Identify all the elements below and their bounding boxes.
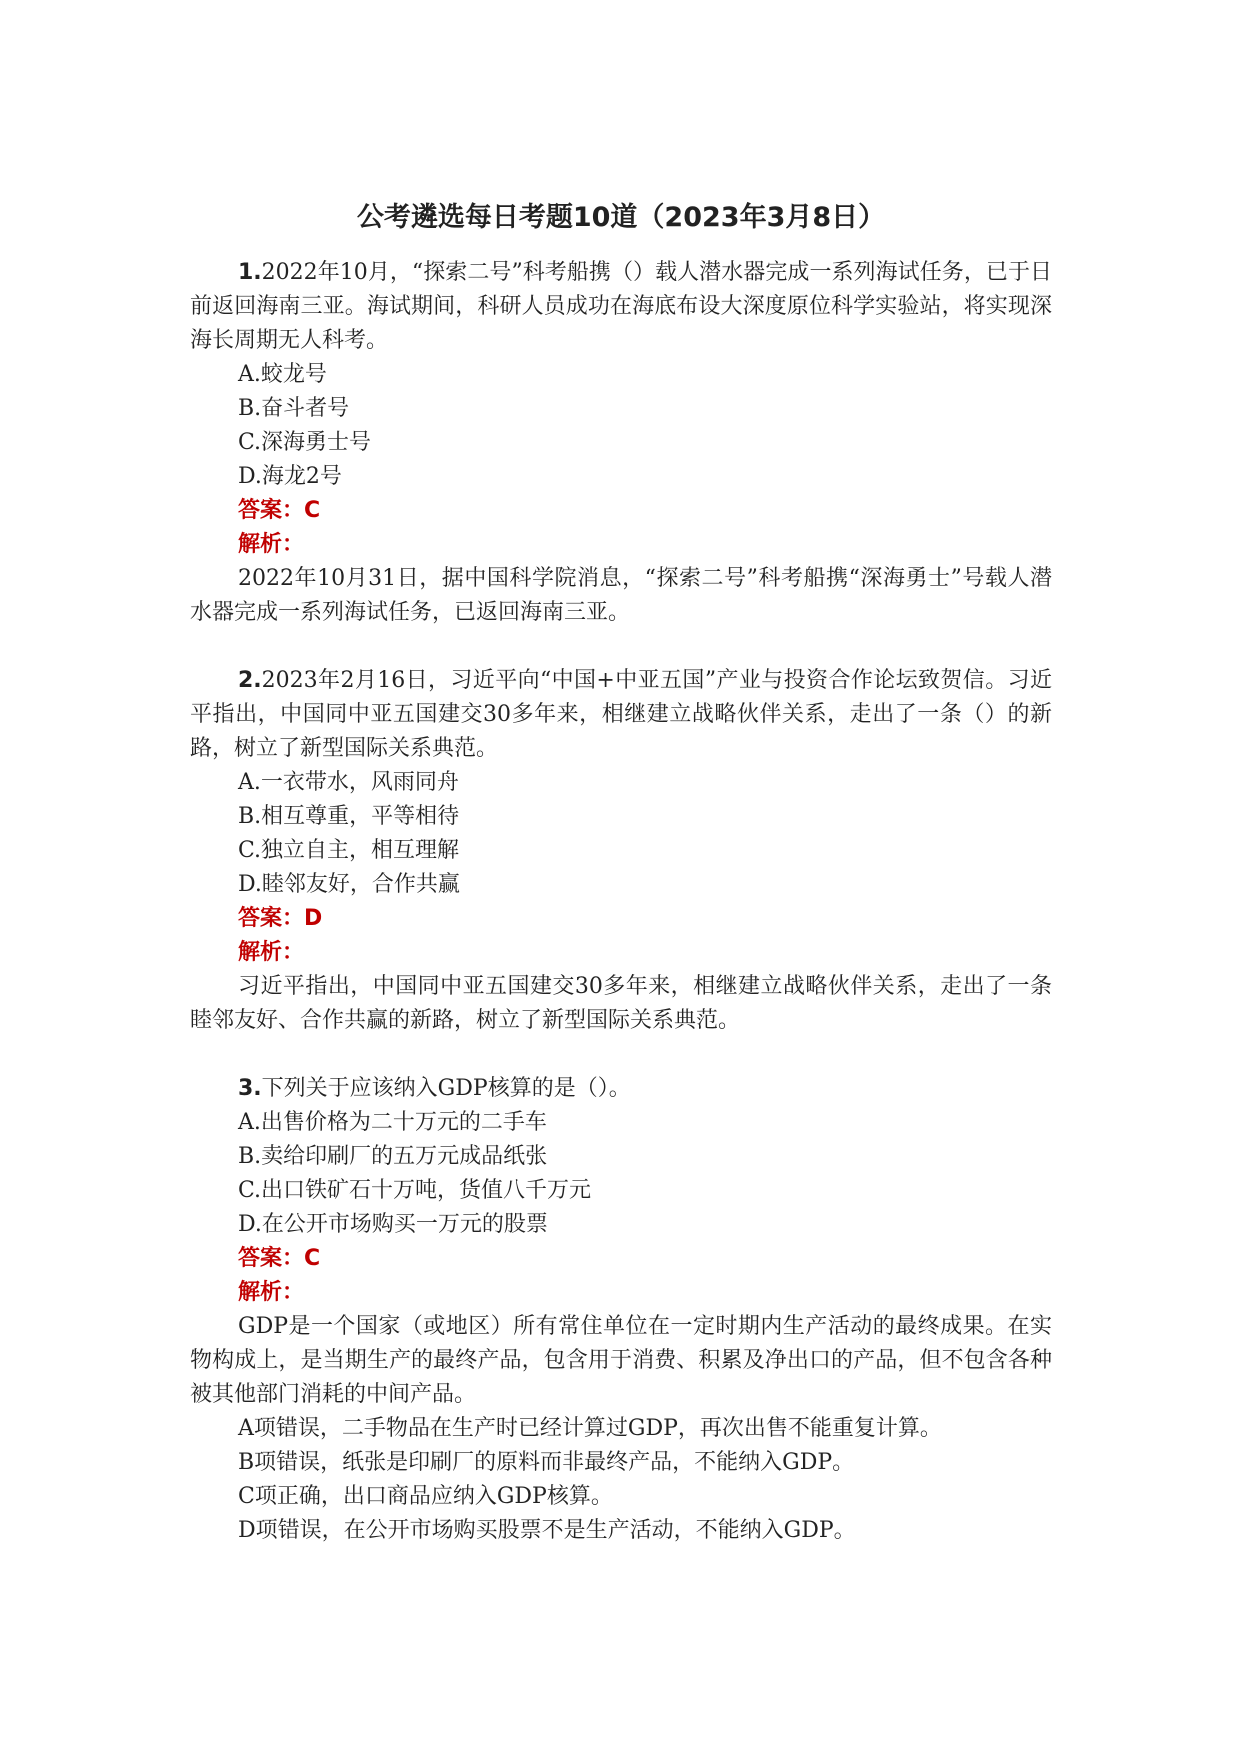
question-number: 3. [238,1076,262,1101]
question-text: 下列关于应该纳入GDP核算的是（）。 [261,1076,631,1101]
question-text: 2023年2月16日，习近平向“中国+中亚五国”产业与投资合作论坛致贺信。习近平指出，中国同中亚五国建交30多年来，相继建立战略伙伴关系，走出了一条（）的新路，树立了新型国际关系典范。 [190,668,1052,761]
analysis-paragraph: C项正确，出口商品应纳入GDP核算。 [238,1484,613,1509]
answer-label: 答案： [238,906,305,931]
option-b: B.卖给印刷厂的五万元成品纸张 [238,1144,548,1169]
question-text: 2022年10月，“探索二号”科考船携（）载人潜水器完成一系列海试任务，已于日前返回海南三亚。海试期间，科研人员成功在海底布设大深度原位科学实验站，将实现深海长周期无人科考。 [190,260,1052,353]
question-stem [190,1072,1052,1106]
option-a: A.一衣带水，风雨同舟 [238,770,459,795]
answer-label: 答案： [238,498,305,523]
document-title: 公考遴选每日考题10道（2023年3月8日） [356,202,886,233]
analysis-label: 解析： [238,940,305,965]
question-stem [190,256,1052,358]
analysis-paragraph: D项错误，在公开市场购买股票不是生产活动，不能纳入GDP。 [238,1518,856,1543]
answer-label: 答案： [238,1246,305,1271]
option-c: C.出口铁矿石十万吨，货值八千万元 [238,1178,592,1203]
answer-line [190,1242,1052,1276]
question-number: 1. [238,260,262,285]
question-2 [190,664,1052,1038]
option-c: C.深海勇士号 [238,430,372,455]
analysis-label: 解析： [238,532,305,557]
option-d: D.睦邻友好，合作共赢 [238,872,460,897]
analysis-paragraph: 习近平指出，中国同中亚五国建交30多年来，相继建立战略伙伴关系，走出了一条睦邻友好、合作共赢的新路，树立了新型国际关系典范。 [190,974,1052,1033]
document-page [190,200,1052,1582]
option-d: D.在公开市场购买一万元的股票 [238,1212,548,1237]
answer-line [190,902,1052,936]
question-number: 2. [238,668,262,693]
option-c: C.独立自主，相互理解 [238,838,460,863]
analysis-paragraph: GDP是一个国家（或地区）所有常住单位在一定时期内生产活动的最终成果。在实物构成上，是当期生产的最终产品，包含用于消费、积累及净出口的产品，但不包含各种被其他部门消耗的中间产品。 [190,1314,1052,1407]
answer-line [190,494,1052,528]
answer-value: D [304,906,323,931]
option-b: B.相互尊重，平等相待 [238,804,460,829]
answer-value: C [304,1246,321,1271]
question-1 [190,256,1052,630]
question-stem [190,664,1052,766]
analysis-paragraph: 2022年10月31日，据中国科学院消息，“探索二号”科考船携“深海勇士”号载人潜水器完成一系列海试任务，已返回海南三亚。 [190,566,1052,625]
analysis-paragraph: B项错误，纸张是印刷厂的原料而非最终产品，不能纳入GDP。 [238,1450,855,1475]
analysis-paragraph: A项错误，二手物品在生产时已经计算过GDP，再次出售不能重复计算。 [238,1416,942,1441]
option-a: A.出售价格为二十万元的二手车 [238,1110,547,1135]
option-b: B.奋斗者号 [238,396,350,421]
option-a: A.蛟龙号 [238,362,327,387]
analysis-label: 解析： [238,1280,305,1305]
option-d: D.海龙2号 [238,464,342,489]
answer-value: C [304,498,321,523]
question-3 [190,1072,1052,1548]
